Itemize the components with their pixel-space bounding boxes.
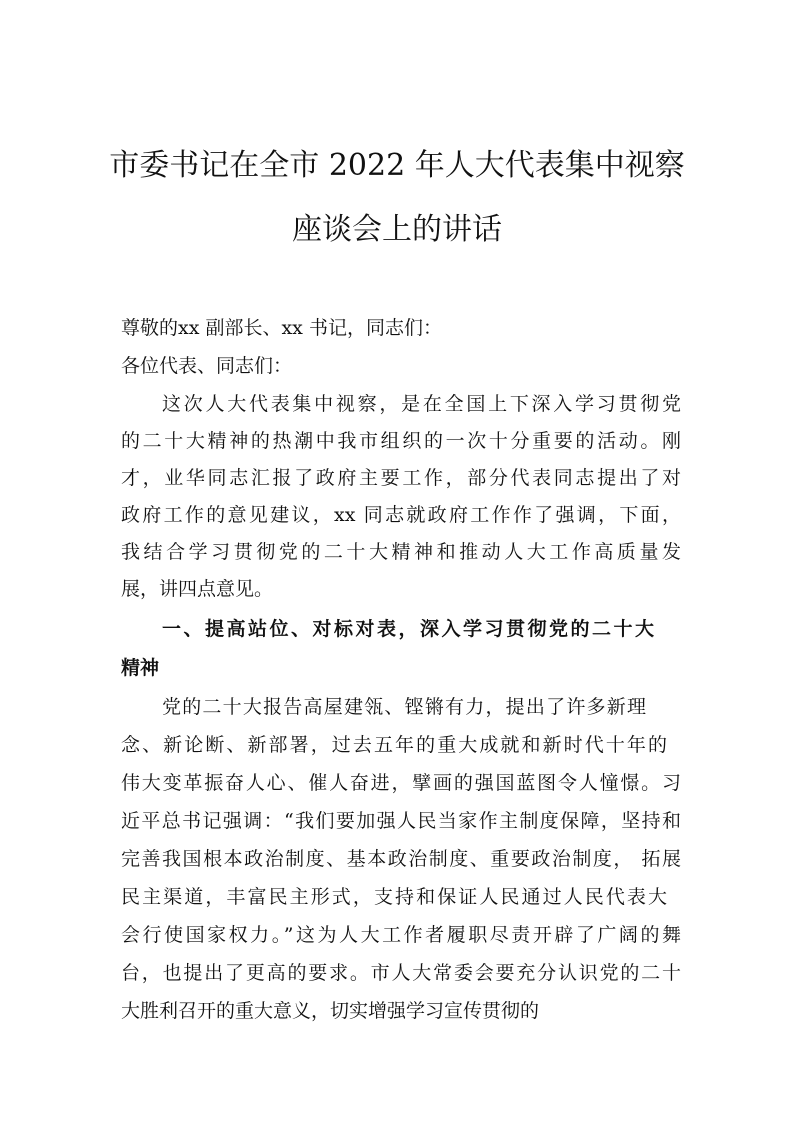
paragraph-1-line-6: 展，讲四点意见。: [121, 578, 274, 600]
paragraph-2-line-1: 党的二十大报告高屋建瓴、铿锵有力，提出了许多新理: [162, 696, 646, 718]
paragraph-1-line-4: 政府工作的意见建议，xx 同志就政府工作作了强调，下面，: [121, 504, 681, 526]
section-1-heading-line-2: 精神: [121, 657, 160, 679]
paragraph-2-line-8: 台，也提出了更高的要求。市人大常委会要充分认识党的二十: [121, 962, 681, 984]
section-1-heading-line-1: 一、提高站位、对标对表，深入学习贯彻党的二十大: [162, 618, 654, 640]
paragraph-1-line-3: 才，业华同志汇报了政府主要工作，部分代表同志提出了对: [121, 467, 681, 489]
paragraph-2-line-2: 念、新论断、新部署，过去五年的重大成就和新时代十年的: [121, 734, 667, 756]
paragraph-2-line-3: 伟大变革振奋人心、催人奋进，擘画的强国蓝图令人憧憬。习: [121, 772, 681, 794]
document-title-line-1: 市委书记在全市 2022 年人大代表集中视察: [109, 148, 685, 183]
paragraph-2-line-9: 大胜利召开的重大意义，切实增强学习宣传贯彻的: [121, 1000, 540, 1022]
paragraph-1-line-5: 我结合学习贯彻党的二十大精神和推动人大工作高质量发: [121, 541, 681, 563]
salutation-line-1: 尊敬的xx 副部长、xx 书记，同志们：: [121, 317, 442, 339]
paragraph-2-line-6: 民主渠道，丰富民主形式，支持和保证人民通过人民代表大: [121, 886, 667, 908]
paragraph-2-line-4: 近平总书记强调：“我们要加强人民当家作主制度保障，坚持和: [121, 810, 681, 832]
paragraph-2-line-5: 完善我国根本政治制度、基本政治制度、重要政治制度， 拓展: [121, 848, 681, 870]
paragraph-2-line-7: 会行使国家权力。”这为人大工作者履职尽责开辟了广阔的舞: [121, 924, 681, 946]
document-title-line-2: 座谈会上的讲话: [292, 212, 502, 247]
salutation-line-2: 各位代表、同志们：: [121, 355, 293, 377]
paragraph-1-line-2: 的二十大精神的热潮中我市组织的一次十分重要的活动。刚: [121, 430, 681, 452]
paragraph-1-line-1: 这次人大代表集中视察，是在全国上下深入学习贯彻党: [162, 393, 681, 415]
